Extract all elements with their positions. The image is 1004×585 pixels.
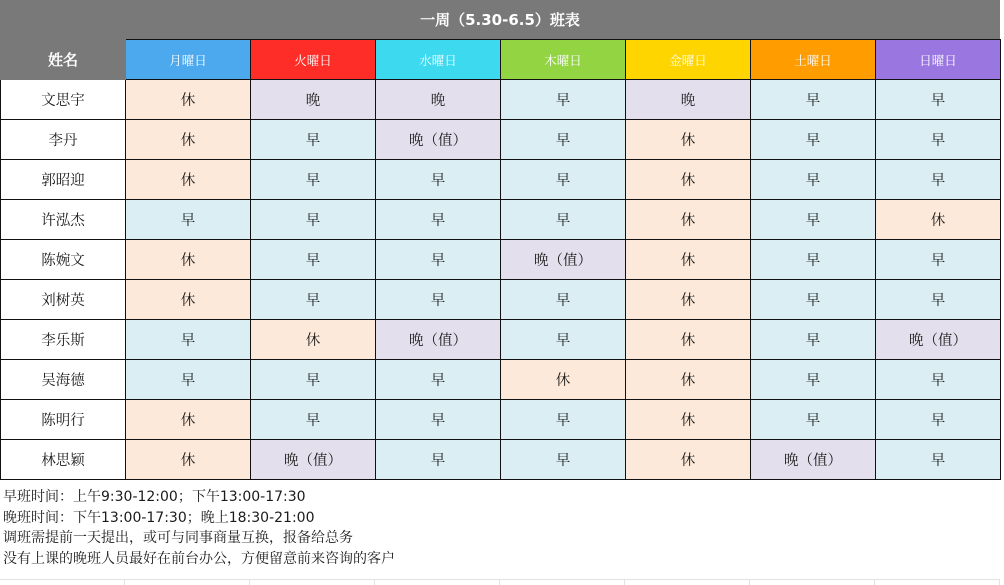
shift-cell[interactable]: 晚（值） [376, 120, 501, 160]
shift-cell[interactable]: 晚 [251, 80, 376, 120]
schedule-body [1, 80, 1001, 480]
table-row [1, 200, 1001, 240]
shift-cell[interactable]: 早 [501, 280, 626, 320]
employee-name-cell[interactable]: 李乐斯 [1, 320, 126, 360]
shift-cell[interactable]: 休 [876, 200, 1001, 240]
table-row [1, 80, 1001, 120]
table-row [1, 280, 1001, 320]
shift-cell[interactable]: 休 [626, 120, 751, 160]
shift-cell[interactable]: 晚（值） [501, 240, 626, 280]
shift-cell[interactable]: 早 [501, 400, 626, 440]
shift-cell[interactable]: 早 [501, 440, 626, 480]
shift-cell[interactable]: 休 [626, 360, 751, 400]
shift-cell[interactable]: 早 [876, 440, 1001, 480]
shift-cell[interactable]: 早 [376, 360, 501, 400]
shift-cell[interactable]: 早 [501, 200, 626, 240]
shift-cell[interactable]: 早 [126, 360, 251, 400]
shift-cell[interactable]: 早 [251, 200, 376, 240]
shift-cell[interactable]: 早 [251, 240, 376, 280]
shift-cell[interactable]: 早 [751, 80, 876, 120]
shift-cell[interactable]: 晚 [626, 80, 751, 120]
shift-cell[interactable]: 休 [626, 200, 751, 240]
schedule-notes [3, 487, 395, 569]
shift-cell[interactable]: 休 [626, 320, 751, 360]
shift-cell[interactable]: 休 [626, 160, 751, 200]
shift-cell[interactable]: 早 [501, 120, 626, 160]
shift-cell[interactable]: 早 [376, 200, 501, 240]
shift-cell[interactable]: 早 [376, 240, 501, 280]
shift-cell[interactable]: 早 [751, 120, 876, 160]
shift-cell[interactable]: 早 [876, 280, 1001, 320]
table-row [1, 440, 1001, 480]
shift-cell[interactable]: 早 [876, 240, 1001, 280]
shift-cell[interactable]: 早 [751, 400, 876, 440]
shift-cell[interactable]: 早 [376, 440, 501, 480]
shift-cell[interactable]: 休 [251, 320, 376, 360]
day-header-sun[interactable]: 日曜日 [876, 40, 1001, 80]
employee-name-cell[interactable]: 郭昭迎 [1, 160, 126, 200]
employee-name-cell[interactable]: 李丹 [1, 120, 126, 160]
shift-cell[interactable]: 晚（值） [751, 440, 876, 480]
shift-cell[interactable]: 休 [626, 280, 751, 320]
schedule-title: 一周（5.30-6.5）班表 [0, 0, 1000, 39]
employee-name-cell[interactable]: 许泓杰 [1, 200, 126, 240]
shift-schedule-table [0, 39, 1001, 480]
day-header-mon[interactable]: 月曜日 [126, 40, 251, 80]
table-row [1, 120, 1001, 160]
shift-cell[interactable]: 休 [126, 280, 251, 320]
shift-cell[interactable]: 休 [626, 240, 751, 280]
shift-cell[interactable]: 早 [501, 80, 626, 120]
table-row [1, 240, 1001, 280]
shift-cell[interactable]: 早 [501, 320, 626, 360]
shift-cell[interactable]: 休 [126, 80, 251, 120]
employee-name-cell[interactable]: 刘树英 [1, 280, 126, 320]
shift-cell[interactable]: 休 [126, 120, 251, 160]
table-row [1, 360, 1001, 400]
header-row [1, 40, 1001, 80]
shift-cell[interactable]: 早 [251, 400, 376, 440]
shift-cell[interactable]: 早 [251, 280, 376, 320]
shift-cell[interactable]: 休 [501, 360, 626, 400]
shift-cell[interactable]: 早 [376, 160, 501, 200]
shift-cell[interactable]: 早 [751, 320, 876, 360]
name-column-header[interactable]: 姓名 [1, 40, 126, 80]
next-row-edge [0, 579, 1000, 585]
shift-cell[interactable]: 早 [751, 160, 876, 200]
employee-name-cell[interactable]: 陈婉文 [1, 240, 126, 280]
shift-cell[interactable]: 休 [626, 440, 751, 480]
day-header-fri[interactable]: 金曜日 [626, 40, 751, 80]
shift-cell[interactable]: 早 [501, 160, 626, 200]
day-header-sat[interactable]: 土曜日 [751, 40, 876, 80]
shift-cell[interactable]: 早 [876, 120, 1001, 160]
employee-name-cell[interactable]: 吴海德 [1, 360, 126, 400]
note-morning-shift-hours: 早班时间：上午9:30-12:00；下午13:00-17:30 [3, 489, 306, 505]
shift-cell[interactable]: 休 [126, 160, 251, 200]
shift-cell[interactable]: 早 [126, 200, 251, 240]
day-header-thu[interactable]: 木曜日 [501, 40, 626, 80]
shift-cell[interactable]: 早 [876, 360, 1001, 400]
table-row [1, 320, 1001, 360]
shift-cell[interactable]: 休 [126, 240, 251, 280]
shift-cell[interactable]: 早 [251, 160, 376, 200]
note-shift-swap-rule: 调班需提前一天提出，或可与同事商量互换，报备给总务 [3, 530, 353, 546]
shift-cell[interactable]: 早 [751, 200, 876, 240]
shift-cell[interactable]: 早 [126, 320, 251, 360]
shift-cell[interactable]: 休 [626, 400, 751, 440]
shift-cell[interactable]: 早 [876, 80, 1001, 120]
shift-cell[interactable]: 晚（值） [876, 320, 1001, 360]
shift-cell[interactable]: 晚（值） [251, 440, 376, 480]
employee-name-cell[interactable]: 陈明行 [1, 400, 126, 440]
shift-cell[interactable]: 早 [251, 360, 376, 400]
shift-cell[interactable]: 早 [876, 400, 1001, 440]
shift-cell[interactable]: 早 [376, 400, 501, 440]
shift-cell[interactable]: 早 [751, 360, 876, 400]
note-front-desk-rule: 没有上课的晚班人员最好在前台办公，方便留意前来咨询的客户 [3, 550, 395, 567]
day-header-tue[interactable]: 火曜日 [251, 40, 376, 80]
employee-name-cell[interactable]: 文思宇 [1, 80, 126, 120]
shift-cell[interactable]: 晚 [376, 80, 501, 120]
shift-cell[interactable]: 早 [251, 120, 376, 160]
shift-cell[interactable]: 休 [126, 440, 251, 480]
note-evening-shift-hours: 晚班时间：下午13:00-17:30；晚上18:30-21:00 [3, 509, 315, 526]
day-header-wed[interactable]: 水曜日 [376, 40, 501, 80]
table-row [1, 400, 1001, 440]
shift-cell[interactable]: 休 [126, 400, 251, 440]
table-row [1, 160, 1001, 200]
employee-name-cell[interactable]: 林思颖 [1, 440, 126, 480]
shift-cell[interactable]: 早 [876, 160, 1001, 200]
shift-cell[interactable]: 晚（值） [376, 320, 501, 360]
shift-cell[interactable]: 早 [376, 280, 501, 320]
shift-cell[interactable]: 早 [751, 280, 876, 320]
shift-cell[interactable]: 早 [751, 240, 876, 280]
